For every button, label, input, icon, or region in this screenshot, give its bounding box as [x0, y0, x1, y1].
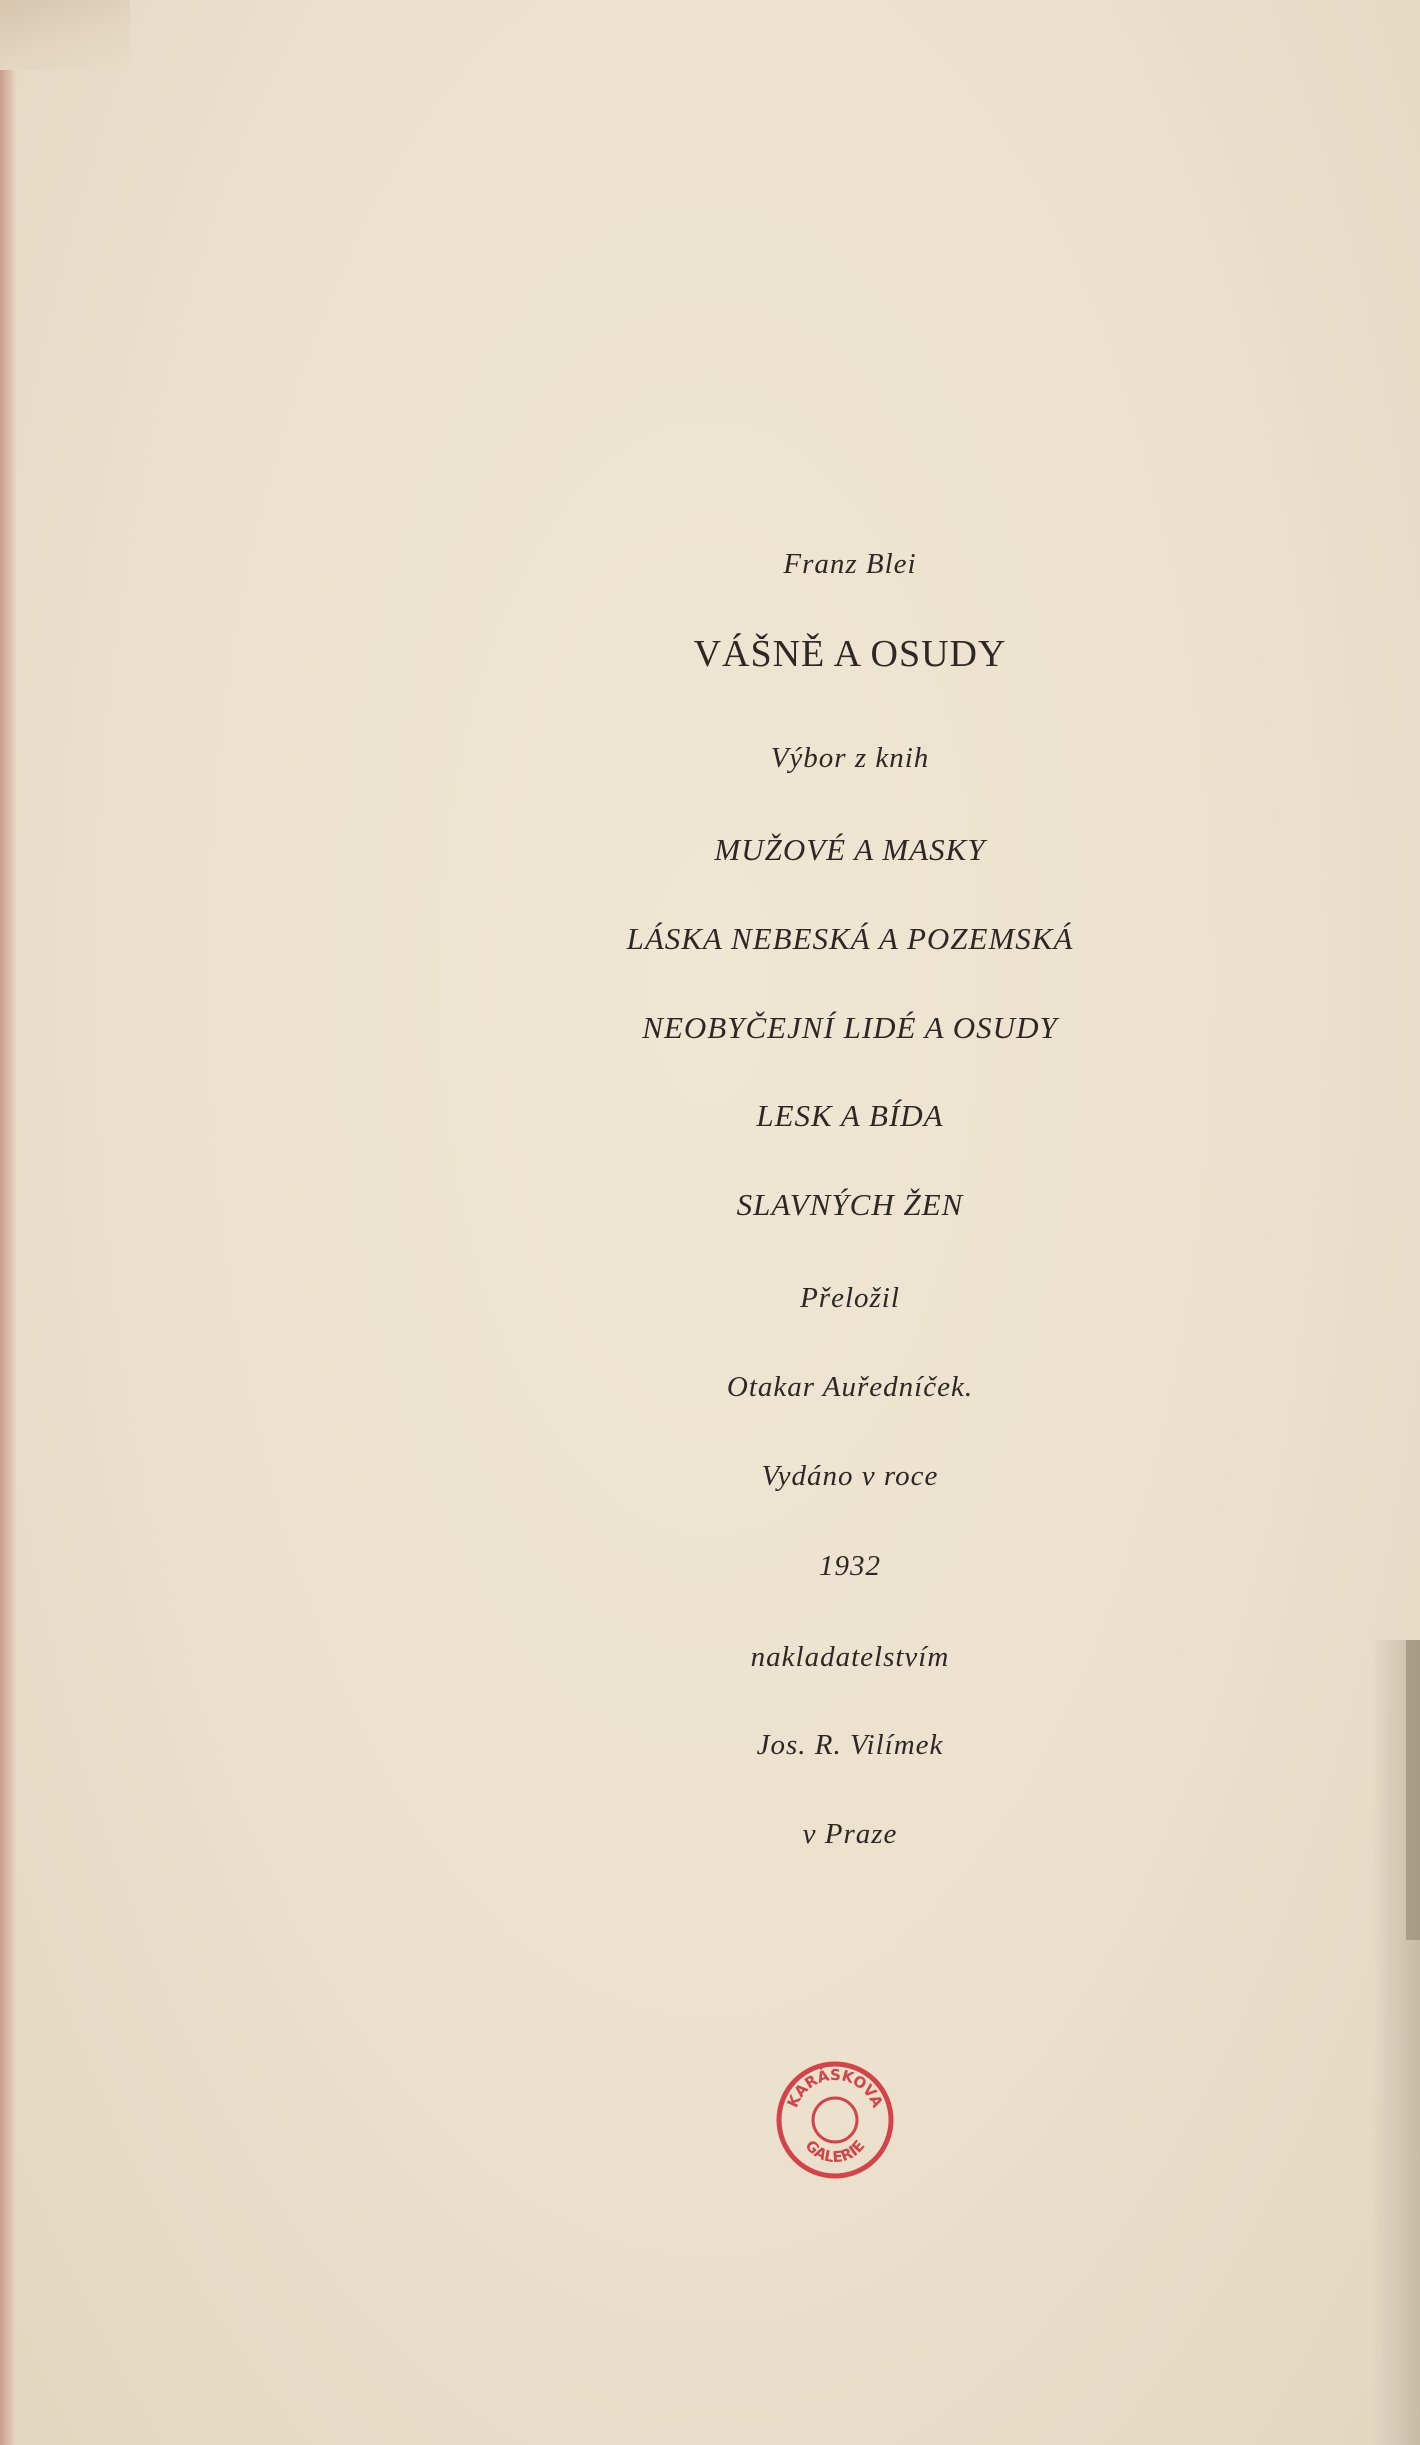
book-list-item: NEOBYČEJNÍ LIDÉ A OSUDY	[642, 1010, 1058, 1045]
publisher-name: Jos. R. Vilímek	[756, 1729, 944, 1761]
book-subtitle: Výbor z knih	[770, 742, 930, 774]
book-list-item: LESK A BÍDA	[756, 1098, 944, 1133]
stamp-text-bottom: GALERIE	[801, 2136, 869, 2167]
translator-label: Přeložil	[800, 1282, 900, 1314]
book-list-item: SLAVNÝCH ŽEN	[736, 1187, 964, 1222]
stamp-text-top: KARÁSKOVA	[783, 2065, 887, 2111]
book-list-item: MUŽOVÉ A MASKY	[714, 832, 986, 867]
translator-name: Otakar Auředníček.	[726, 1371, 974, 1403]
stamp-inner-ring	[813, 2098, 857, 2142]
book-list-item: LÁSKA NEBESKÁ A POZEMSKÁ	[626, 921, 1074, 956]
author-name: Franz Blei	[783, 548, 917, 580]
publisher-city: v Praze	[802, 1818, 898, 1850]
publication-year: 1932	[819, 1550, 881, 1582]
publisher-label: nakladatelstvím	[750, 1641, 950, 1673]
published-label: Vydáno v roce	[761, 1460, 939, 1492]
gallery-stamp	[775, 2060, 895, 2180]
book-title: VÁŠNĚ A OSUDY	[693, 633, 1007, 675]
